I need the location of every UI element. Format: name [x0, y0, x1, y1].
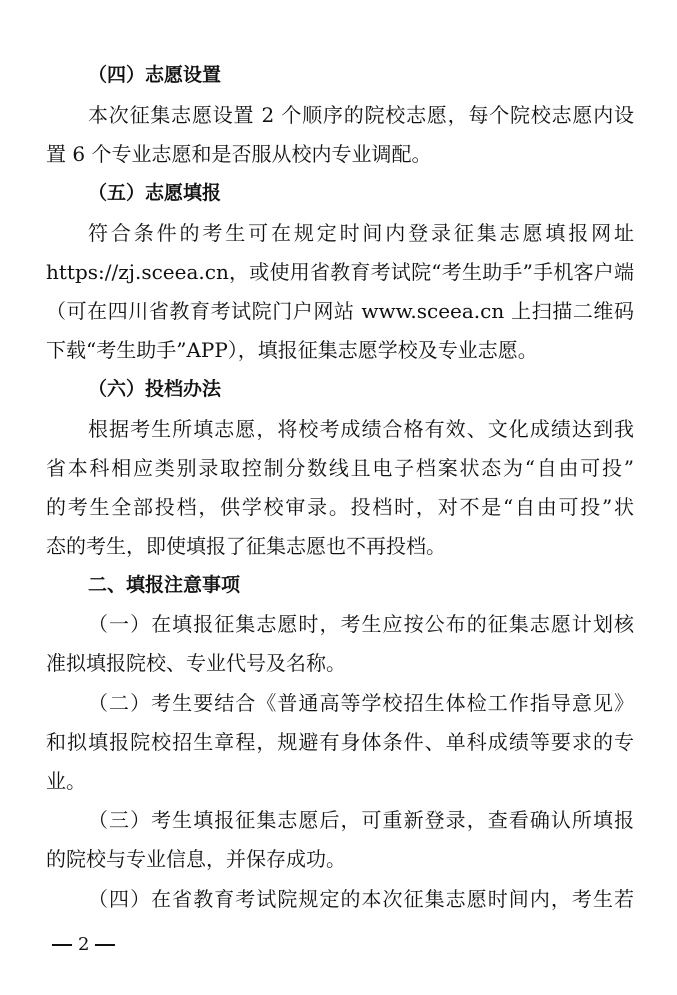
part-heading-notes: 二、填报注意事项: [88, 574, 241, 596]
paragraph-line: 置 6 个专业志愿和是否服从校内专业调配。: [46, 142, 432, 166]
section-heading-volunteer-setting: （四）志愿设置: [88, 64, 222, 86]
paragraph-line: 准拟填报院校、专业代号及名称。: [46, 651, 346, 675]
paragraph-line: 态的考生，即使填报了征集志愿也不再投档。: [46, 534, 446, 558]
paragraph-line: 和拟填报院校招生章程，规避有身体条件、单科成绩等要求的专: [46, 730, 634, 754]
paragraph-line: 业。: [46, 769, 86, 793]
footer-dash-left: [52, 944, 72, 946]
paragraph-line: （一）在填报征集志愿时，考生应按公布的征集志愿计划核: [88, 612, 634, 636]
paragraph-line: 下载“考生助手”APP），填报征集志愿学校及专业志愿。: [46, 338, 538, 362]
paragraph-line: （三）考生填报征集志愿后，可重新登录，查看确认所填报: [88, 808, 634, 832]
paragraph-line: 的院校与专业信息，并保存成功。: [46, 847, 346, 871]
paragraph-line: 根据考生所填志愿，将校考成绩合格有效、文化成绩达到我: [88, 417, 634, 441]
footer-dash-right: [95, 944, 115, 946]
paragraph-line: 省本科相应类别录取控制分数线且电子档案状态为“自由可投”: [46, 456, 634, 480]
paragraph-line: 本次征集志愿设置 2 个顺序的院校志愿，每个院校志愿内设: [88, 103, 634, 127]
paragraph-line: （可在四川省教育考试院门户网站 www.sceea.cn 上扫描二维码: [46, 299, 634, 323]
paragraph-line: 的考生全部投档，供学校审录。投档时，对不是“自由可投”状: [46, 495, 634, 519]
paragraph-line: （四）在省教育考试院规定的本次征集志愿时间内，考生若: [88, 887, 634, 911]
section-heading-volunteer-filling: （五）志愿填报: [88, 182, 222, 204]
page-number-footer: [46, 930, 121, 960]
page-number: 2: [78, 934, 90, 955]
section-heading-admission-method: （六）投档办法: [88, 378, 222, 400]
paragraph-line: https://zj.sceea.cn，或使用省教育考试院“考生助手”手机客户端: [46, 260, 634, 284]
paragraph-line: 符合条件的考生可在规定时间内登录征集志愿填报网址: [88, 221, 634, 245]
paragraph-line: （二）考生要结合《普通高等学校招生体检工作指导意见》: [88, 691, 634, 715]
